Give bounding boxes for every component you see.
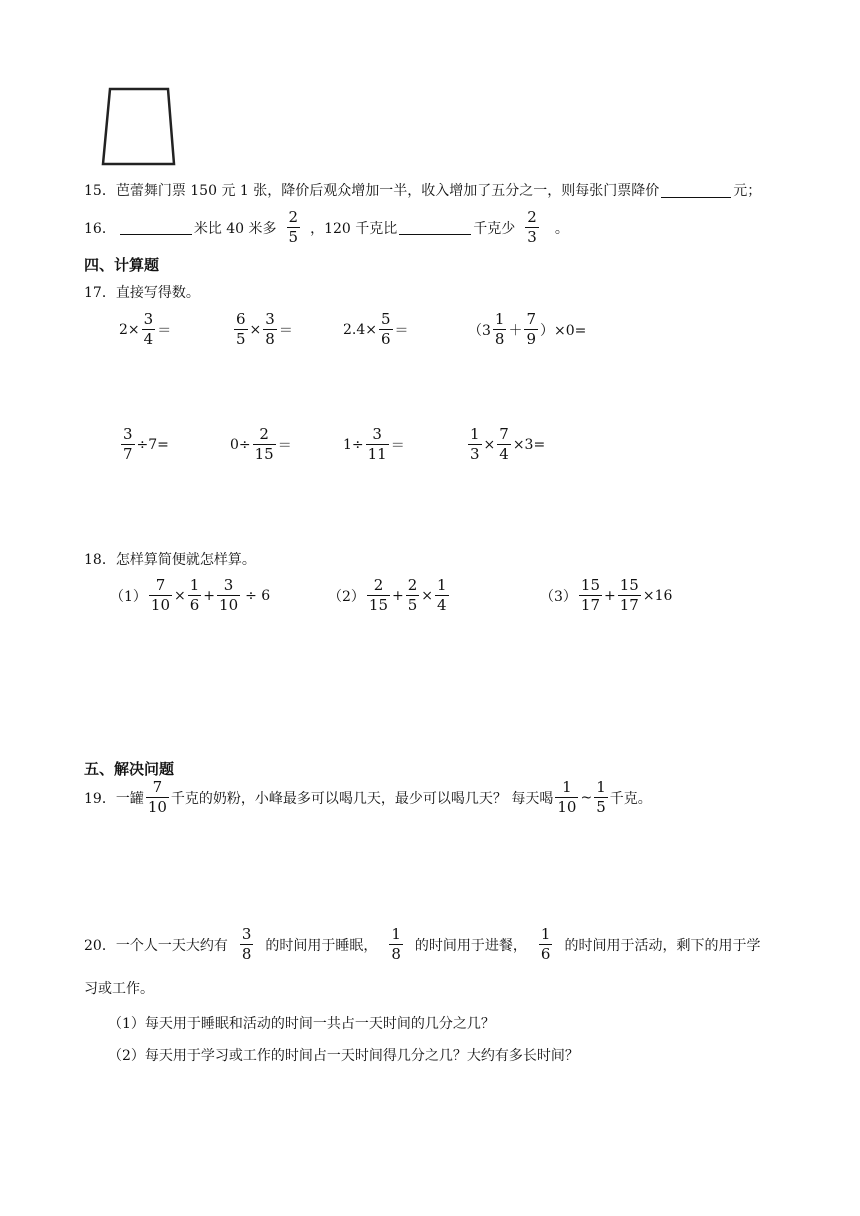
q16-text-a: 米比 40 米多 bbox=[193, 220, 277, 237]
numerator: 5 bbox=[381, 310, 391, 328]
q20-sub-1: （1）每天用于睡眠和活动的时间一共占一天时间的几分之几？ bbox=[108, 1016, 495, 1032]
q15-text: 芭蕾舞门票 150 元 1 张，降价后观众增加一半，收入增加了五分之一，则每张门票降价 bbox=[115, 183, 660, 199]
fraction bbox=[594, 780, 608, 815]
q16-answer-blank-1[interactable] bbox=[120, 220, 192, 235]
fraction bbox=[146, 780, 169, 815]
q19-number: 19． bbox=[84, 790, 116, 807]
expression-text: 2× bbox=[119, 321, 140, 338]
numerator: 3 bbox=[265, 310, 275, 328]
fraction bbox=[188, 578, 202, 613]
expression-text: × bbox=[421, 587, 434, 604]
denominator: 5 bbox=[407, 596, 418, 614]
numerator: 7 bbox=[499, 425, 509, 443]
denominator: 3 bbox=[527, 228, 537, 246]
q17-expr-1 bbox=[119, 312, 171, 347]
expression-text: 千克。 bbox=[609, 790, 652, 807]
fraction bbox=[121, 427, 135, 462]
expression-text: ＝ bbox=[390, 437, 405, 454]
numerator: 2 bbox=[373, 576, 384, 594]
fraction bbox=[389, 927, 403, 962]
denominator: 17 bbox=[619, 596, 639, 614]
denominator: 8 bbox=[494, 330, 505, 348]
denominator: 17 bbox=[580, 596, 601, 614]
numerator: 3 bbox=[123, 425, 133, 443]
q18-part-3 bbox=[540, 578, 672, 613]
numerator: 7 bbox=[152, 778, 163, 796]
expression-text: ＝ bbox=[277, 437, 292, 454]
section-4-heading: 四、计算题 bbox=[84, 256, 160, 274]
expression-text: + bbox=[604, 587, 616, 604]
fraction bbox=[497, 427, 511, 462]
q20-line-2: 习或工作。 bbox=[84, 981, 154, 997]
q16-text-d: 。 bbox=[554, 220, 569, 237]
question-15 bbox=[84, 180, 761, 200]
fraction bbox=[366, 427, 389, 462]
denominator: 11 bbox=[367, 445, 387, 463]
q17-expr-5 bbox=[119, 427, 169, 462]
question-19 bbox=[84, 780, 652, 815]
denominator: 5 bbox=[288, 228, 299, 246]
q17-text: 直接写得数。 bbox=[115, 285, 200, 301]
denominator: 4 bbox=[437, 596, 447, 614]
denominator: 8 bbox=[265, 330, 275, 348]
denominator: 3 bbox=[470, 445, 480, 463]
fraction bbox=[149, 578, 172, 613]
numerator: 2 bbox=[288, 208, 299, 226]
fraction bbox=[406, 578, 420, 613]
expression-text: 2.4× bbox=[343, 321, 377, 338]
q15-answer-blank[interactable] bbox=[661, 183, 731, 198]
numerator: 1 bbox=[189, 576, 200, 594]
denominator: 8 bbox=[391, 945, 401, 963]
numerator: 7 bbox=[155, 576, 166, 594]
expression-text: 一个人一天大约有 bbox=[115, 937, 228, 954]
question-16 bbox=[84, 210, 569, 245]
denominator: 10 bbox=[150, 596, 171, 614]
question-20 bbox=[84, 927, 760, 962]
expression-text: 一罐 bbox=[115, 790, 144, 807]
q17-expr-4 bbox=[468, 312, 586, 347]
q17-expr-8 bbox=[466, 427, 545, 462]
fraction bbox=[217, 578, 240, 613]
numerator: 3 bbox=[143, 310, 154, 328]
denominator: 15 bbox=[368, 596, 389, 614]
q15-unit: 元； bbox=[733, 183, 762, 199]
q16-text-c: 千克少 bbox=[473, 220, 516, 237]
expression-text: （3） bbox=[540, 588, 577, 605]
numerator: 2 bbox=[527, 208, 537, 226]
fraction bbox=[539, 927, 553, 962]
numerator: 3 bbox=[223, 576, 234, 594]
q16-fraction-2 bbox=[525, 210, 539, 245]
expression-text: ＝ bbox=[157, 322, 172, 339]
numerator: 1 bbox=[470, 425, 480, 443]
q17-expr-3 bbox=[343, 312, 409, 347]
fraction bbox=[555, 780, 578, 815]
expression-text: + bbox=[203, 587, 216, 604]
expression-text: ＝ bbox=[278, 322, 293, 339]
numerator: 6 bbox=[236, 310, 246, 328]
expression-text: × bbox=[249, 321, 262, 338]
expression-text: ~ bbox=[580, 789, 593, 806]
question-18 bbox=[84, 549, 256, 569]
numerator: 1 bbox=[540, 925, 551, 943]
expression-text: ）×0= bbox=[540, 322, 587, 339]
denominator: 4 bbox=[499, 445, 509, 463]
fraction bbox=[263, 312, 277, 347]
expression-text: ÷7= bbox=[136, 436, 169, 453]
expression-text: ×16 bbox=[642, 587, 673, 604]
expression-text: （2） bbox=[328, 588, 365, 605]
expression-text: 0÷ bbox=[230, 436, 251, 453]
q17-number: 17． bbox=[84, 285, 116, 301]
fraction bbox=[234, 312, 248, 347]
numerator: 15 bbox=[580, 576, 601, 594]
numerator: 2 bbox=[259, 425, 269, 443]
expression-text: + bbox=[392, 587, 404, 604]
expression-text: ＝ bbox=[394, 322, 409, 339]
denominator: 6 bbox=[540, 945, 551, 963]
q17-expr-6 bbox=[230, 427, 292, 462]
denominator: 9 bbox=[526, 330, 537, 348]
q17-expr-2 bbox=[232, 312, 293, 347]
denominator: 10 bbox=[219, 596, 239, 614]
expression-text: ×3= bbox=[512, 436, 546, 453]
fraction bbox=[367, 578, 390, 613]
fraction bbox=[435, 578, 449, 613]
expression-text: × bbox=[483, 436, 496, 453]
numerator: 1 bbox=[562, 778, 572, 796]
expression-text: × bbox=[174, 587, 186, 604]
expression-text: ÷ 6 bbox=[245, 587, 271, 604]
expression-text: 千克的奶粉，小峰最多可以喝几天，最少可以喝几天？ 每天喝 bbox=[170, 790, 554, 807]
expression-text: （3 bbox=[468, 322, 491, 339]
numerator: 1 bbox=[391, 925, 401, 943]
numerator: 15 bbox=[619, 576, 639, 594]
q20-sub-2: （2）每天用于学习或工作的时间占一天时间得几分之几？大约有多长时间？ bbox=[108, 1048, 579, 1064]
fraction bbox=[579, 578, 602, 613]
denominator: 6 bbox=[189, 596, 200, 614]
q16-number: 16． bbox=[84, 220, 116, 237]
expression-text: 的时间用于进餐， bbox=[414, 937, 527, 954]
trapezoid-figure bbox=[100, 86, 180, 168]
numerator: 3 bbox=[241, 925, 252, 943]
numerator: 7 bbox=[526, 310, 537, 328]
section-5-heading: 五、解决问题 bbox=[84, 760, 175, 778]
expression-text: 1÷ bbox=[343, 436, 364, 453]
numerator: 1 bbox=[596, 778, 606, 796]
q15-number: 15． bbox=[84, 183, 116, 199]
q20-number: 20． bbox=[84, 937, 116, 954]
expression-text: 的时间用于睡眠， bbox=[265, 937, 378, 954]
numerator: 2 bbox=[407, 576, 418, 594]
q18-part-2 bbox=[328, 578, 451, 613]
question-17 bbox=[84, 282, 200, 302]
denominator: 5 bbox=[596, 798, 606, 816]
fraction bbox=[379, 312, 393, 347]
q18-part-1 bbox=[110, 578, 270, 613]
q18-text: 怎样算简便就怎样算。 bbox=[115, 552, 256, 568]
fraction bbox=[468, 427, 482, 462]
fraction bbox=[524, 312, 538, 347]
expression-text: 的时间用于活动，剩下的用于学 bbox=[564, 937, 761, 954]
numerator: 1 bbox=[437, 576, 447, 594]
denominator: 8 bbox=[241, 945, 252, 963]
q18-number: 18． bbox=[84, 552, 116, 568]
q16-fraction-1 bbox=[287, 210, 301, 245]
fraction bbox=[253, 427, 276, 462]
fraction bbox=[240, 927, 254, 962]
denominator: 10 bbox=[147, 798, 167, 816]
denominator: 10 bbox=[557, 798, 577, 816]
numerator: 1 bbox=[494, 310, 505, 328]
denominator: 15 bbox=[254, 445, 274, 463]
q17-expr-7 bbox=[343, 427, 405, 462]
denominator: 5 bbox=[236, 330, 246, 348]
fraction bbox=[493, 312, 507, 347]
expression-text: ＋ bbox=[508, 322, 523, 339]
denominator: 7 bbox=[123, 445, 133, 463]
fraction bbox=[142, 312, 156, 347]
denominator: 6 bbox=[381, 330, 391, 348]
denominator: 4 bbox=[143, 330, 154, 348]
fraction bbox=[618, 578, 641, 613]
numerator: 3 bbox=[372, 425, 382, 443]
expression-text: （1） bbox=[110, 588, 147, 605]
q16-answer-blank-2[interactable] bbox=[399, 220, 471, 235]
q16-text-b: ，120 千克比 bbox=[310, 220, 398, 237]
